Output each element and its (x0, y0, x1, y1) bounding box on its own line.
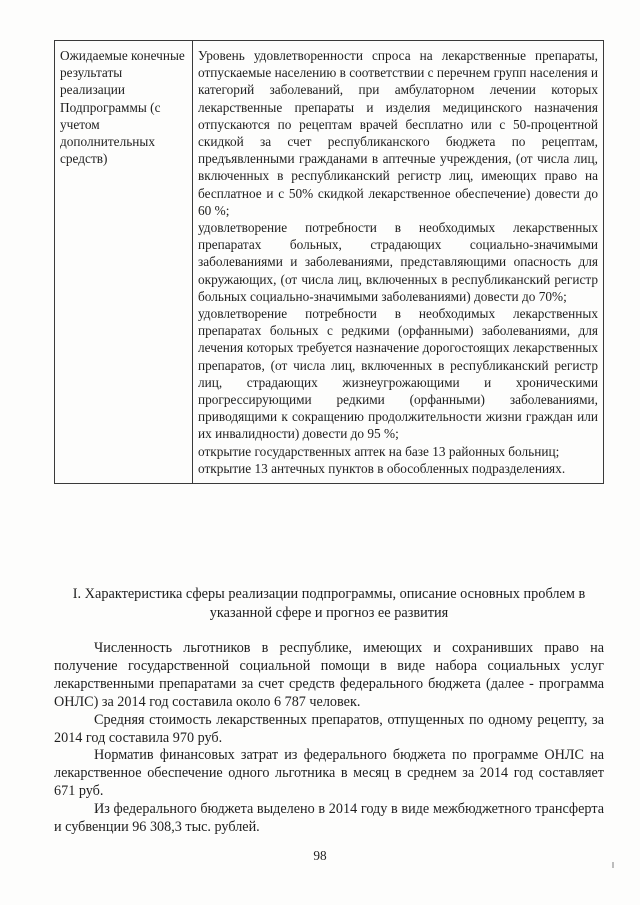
result-item-pharmacy-points: открытие 13 антечных пунктов в обособленных подразделениях. (198, 460, 566, 476)
table-label-text: Ожидаемые конечные результаты реализации Подпрограммы (с учетом дополнительных средств) (60, 48, 185, 167)
section-body (54, 640, 604, 837)
table-label-cell (55, 41, 193, 484)
result-item-satisfaction: Уровень удовлетворенности спроса на лекарственные препараты, отпускаемые населению в соответствии с перечнем групп населения и категорий заболеваний, при амбулаторном лечении которых лекарственные препараты и изделия медицинского назначения отпускаются по рецептам врачей бесплатно или с 50-процентной скидкой за счет республиканского бюджета по рецептам, предъявленными гражданами в аптечные учреждения, (от числа лиц, включенных в республиканский регистр лиц, имеющих право на бесплатное и с 50% скидкой лекарственное обеспечение) довести до 60 %; (198, 48, 599, 218)
table-value-cell (193, 41, 604, 484)
expected-results-table (54, 40, 604, 484)
scan-edge-mark (612, 862, 614, 868)
body-paragraph: Численность льготников в республике, имеющих и сохранивших право на получение государственной социальной помощи в виде набора социальных услуг лекарственными препаратами за счет средств федерального бюджета (далее - программа ОНЛС) за 2014 год составила около 6 787 человек. (54, 640, 604, 710)
result-item-orphan-diseases: удовлетворение потребности в необходимых лекарственных препаратах больных с редкими (орфанными) заболеваниями, для лечения которых требуется назначение дорогостоящих лекарственных препаратов, (от числа лиц, включенных в республиканский регистр лиц, страдающих жизнеугрожающими и хроническими прогрессирующими редкими (орфанными) заболеваниями, приводящими к сокращению продолжительности жизни граждан или их инвалидности) довести до 95 %; (198, 306, 598, 442)
result-item-state-pharmacies: открытие государственных аптек на базе 13 районных больниц; (198, 443, 560, 459)
body-paragraph: Из федерального бюджета выделено в 2014 году в виде межбюджетного трансферта и субвенции 96 308,3 тыс. рублей. (54, 801, 604, 836)
section-heading: I. Характеристика сферы реализации подпрограммы, описание основных проблем в указанной сфере и прогноз ее развития (72, 586, 586, 621)
table-row (55, 41, 604, 484)
page-number: 98 (313, 848, 327, 863)
body-paragraph: Норматив финансовых затрат из федерального бюджета по программе ОНЛС на лекарственное обеспечение одного льготника в месяц в среднем за 2014 год составляет 671 руб. (54, 747, 604, 800)
result-item-social-diseases: удовлетворение потребности в необходимых лекарственных препаратах больных, страдающих социально-значимыми заболеваниями и заболеваниями, представляющими опасность для окружающих, (от числа лиц, включенных в республиканский регистр больных социально-значимыми заболеваниями) довести до 70%; (198, 220, 598, 304)
body-paragraph: Средняя стоимость лекарственных препаратов, отпущенных по одному рецепту, за 2014 год составила 970 руб. (54, 711, 604, 746)
